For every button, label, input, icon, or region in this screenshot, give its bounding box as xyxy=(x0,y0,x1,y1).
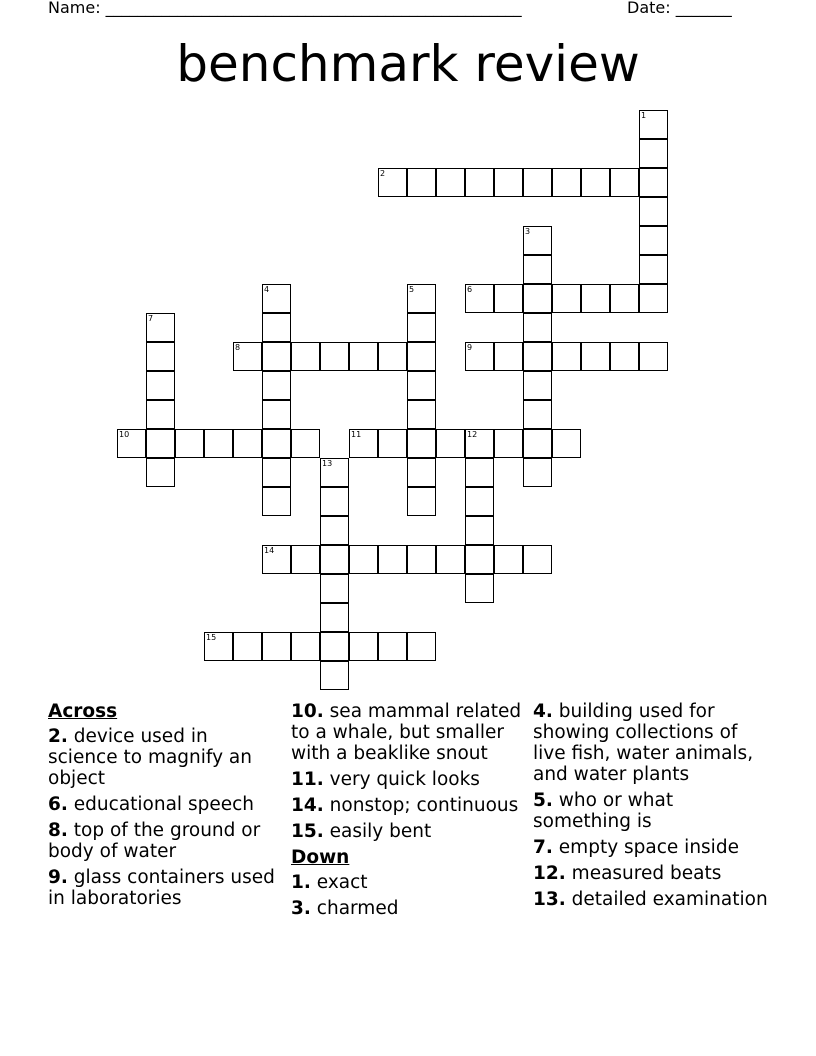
grid-cell[interactable] xyxy=(523,400,552,429)
grid-cell[interactable] xyxy=(465,168,494,197)
cell-number: 13 xyxy=(322,459,333,468)
grid-cell[interactable] xyxy=(349,342,378,371)
clue-down-13 xyxy=(533,889,773,910)
clue-number: 8. xyxy=(48,820,68,841)
grid-cell[interactable] xyxy=(320,458,349,487)
grid-cell[interactable] xyxy=(552,168,581,197)
grid-cell[interactable] xyxy=(407,371,436,400)
grid-cell[interactable] xyxy=(407,632,436,661)
grid-cell[interactable] xyxy=(146,371,175,400)
clue-text: who or what something is xyxy=(533,790,674,832)
clue-down-12 xyxy=(533,863,773,884)
clue-number: 15. xyxy=(291,821,324,842)
clue-text: sea mammal related to a whale, but smaller with a beaklike snout xyxy=(291,701,522,764)
cell-number: 1 xyxy=(641,111,647,120)
clue-number: 11. xyxy=(291,769,324,790)
clue-number: 2. xyxy=(48,726,68,747)
clue-number: 7. xyxy=(533,837,553,858)
grid-cell[interactable] xyxy=(407,342,436,371)
cell-number: 11 xyxy=(351,430,362,439)
grid-cell[interactable] xyxy=(523,458,552,487)
clue-number: 5. xyxy=(533,790,553,811)
grid-cell[interactable] xyxy=(175,429,204,458)
clue-number: 3. xyxy=(291,898,311,919)
clue-across-8 xyxy=(48,820,280,862)
grid-cell[interactable] xyxy=(407,429,436,458)
grid-cell[interactable] xyxy=(552,284,581,313)
clue-number: 6. xyxy=(48,794,68,815)
grid-cell[interactable] xyxy=(523,284,552,313)
grid-cell[interactable] xyxy=(581,342,610,371)
grid-cell[interactable] xyxy=(378,429,407,458)
grid-cell[interactable] xyxy=(494,342,523,371)
cell-number: 4 xyxy=(264,285,270,294)
grid-cell[interactable] xyxy=(494,284,523,313)
cell-number: 6 xyxy=(467,285,473,294)
grid-cell[interactable] xyxy=(639,197,668,226)
clue-text: charmed xyxy=(316,898,399,919)
grid-cell[interactable] xyxy=(494,429,523,458)
grid-cell[interactable] xyxy=(262,545,291,574)
grid-cell[interactable] xyxy=(639,168,668,197)
cell-number: 3 xyxy=(525,227,531,236)
clue-text: easily bent xyxy=(329,821,432,842)
grid-cell[interactable] xyxy=(146,342,175,371)
clue-across-6 xyxy=(48,794,280,815)
grid-cell[interactable] xyxy=(639,255,668,284)
grid-cell[interactable] xyxy=(639,226,668,255)
grid-cell[interactable] xyxy=(233,632,262,661)
grid-cell[interactable] xyxy=(494,168,523,197)
grid-cell[interactable] xyxy=(320,487,349,516)
cell-number: 14 xyxy=(264,546,275,555)
clue-text: detailed examination xyxy=(571,889,768,910)
grid-cell[interactable] xyxy=(320,632,349,661)
grid-cell[interactable] xyxy=(349,545,378,574)
grid-cell[interactable] xyxy=(320,545,349,574)
name-field-label[interactable]: Name: ____________________________________________________ xyxy=(48,0,522,17)
grid-cell[interactable] xyxy=(639,110,668,139)
grid-cell[interactable] xyxy=(117,429,146,458)
clue-text: building used for showing collections of live fish, water animals, and water plants xyxy=(533,701,754,785)
grid-cell[interactable] xyxy=(291,429,320,458)
clue-across-14 xyxy=(291,795,523,816)
clue-text: empty space inside xyxy=(558,837,739,858)
grid-cell[interactable] xyxy=(407,545,436,574)
grid-cell[interactable] xyxy=(320,603,349,632)
grid-cell[interactable] xyxy=(610,284,639,313)
grid-cell[interactable] xyxy=(262,342,291,371)
grid-cell[interactable] xyxy=(262,458,291,487)
clue-text: top of the ground or body of water xyxy=(48,820,261,862)
grid-cell[interactable] xyxy=(581,284,610,313)
grid-cell[interactable] xyxy=(610,168,639,197)
grid-cell[interactable] xyxy=(262,313,291,342)
clue-down-4 xyxy=(533,701,773,785)
grid-cell[interactable] xyxy=(523,545,552,574)
grid-cell[interactable] xyxy=(204,632,233,661)
grid-cell[interactable] xyxy=(436,168,465,197)
clues-column-1 xyxy=(48,701,280,914)
grid-cell[interactable] xyxy=(262,400,291,429)
clue-number: 1. xyxy=(291,872,311,893)
grid-cell[interactable] xyxy=(465,429,494,458)
grid-cell[interactable] xyxy=(523,255,552,284)
grid-cell[interactable] xyxy=(378,342,407,371)
clue-across-15 xyxy=(291,821,523,842)
clue-across-10 xyxy=(291,701,523,764)
clue-across-11 xyxy=(291,769,523,790)
grid-cell[interactable] xyxy=(552,429,581,458)
grid-cell[interactable] xyxy=(523,371,552,400)
grid-cell[interactable] xyxy=(581,168,610,197)
grid-cell[interactable] xyxy=(465,487,494,516)
grid-cell[interactable] xyxy=(262,429,291,458)
grid-cell[interactable] xyxy=(523,342,552,371)
grid-cell[interactable] xyxy=(291,545,320,574)
clue-text: educational speech xyxy=(73,794,254,815)
grid-cell[interactable] xyxy=(233,342,262,371)
grid-cell[interactable] xyxy=(465,284,494,313)
clue-number: 12. xyxy=(533,863,566,884)
clues-column-3 xyxy=(533,701,773,915)
grid-cell[interactable] xyxy=(552,342,581,371)
across-heading: Across xyxy=(48,701,118,722)
clue-down-7 xyxy=(533,837,773,858)
grid-cell[interactable] xyxy=(407,458,436,487)
grid-cell[interactable] xyxy=(262,632,291,661)
clues-column-2 xyxy=(291,701,523,924)
clue-across-9 xyxy=(48,867,280,909)
cell-number: 12 xyxy=(467,430,478,439)
grid-cell[interactable] xyxy=(233,429,262,458)
grid-cell[interactable] xyxy=(639,342,668,371)
clue-down-1 xyxy=(291,872,523,893)
cell-number: 10 xyxy=(119,430,130,439)
clue-number: 14. xyxy=(291,795,324,816)
page-title: benchmark review xyxy=(176,35,640,93)
grid-cell[interactable] xyxy=(407,284,436,313)
grid-cell[interactable] xyxy=(407,400,436,429)
grid-cell[interactable] xyxy=(436,429,465,458)
grid-cell[interactable] xyxy=(349,429,378,458)
grid-cell[interactable] xyxy=(465,458,494,487)
grid-cell[interactable] xyxy=(262,371,291,400)
grid-cell[interactable] xyxy=(465,574,494,603)
grid-cell[interactable] xyxy=(320,516,349,545)
grid-cell[interactable] xyxy=(378,168,407,197)
clue-text: very quick looks xyxy=(329,769,480,790)
grid-cell[interactable] xyxy=(407,313,436,342)
grid-cell[interactable] xyxy=(291,632,320,661)
grid-cell[interactable] xyxy=(610,342,639,371)
clue-number: 10. xyxy=(291,701,324,722)
grid-cell[interactable] xyxy=(291,342,320,371)
grid-cell[interactable] xyxy=(639,139,668,168)
grid-cell[interactable] xyxy=(465,342,494,371)
grid-cell[interactable] xyxy=(407,168,436,197)
clue-number: 4. xyxy=(533,701,553,722)
cell-number: 2 xyxy=(380,169,386,178)
clue-number: 9. xyxy=(48,867,68,888)
down-heading: Down xyxy=(291,847,350,868)
clue-down-5 xyxy=(533,790,773,832)
clue-text: glass containers used in laboratories xyxy=(48,867,275,909)
grid-cell[interactable] xyxy=(262,284,291,313)
clue-down-3 xyxy=(291,898,523,919)
clue-text: exact xyxy=(316,872,368,893)
grid-cell[interactable] xyxy=(146,400,175,429)
cell-number: 8 xyxy=(235,343,241,352)
grid-cell[interactable] xyxy=(639,284,668,313)
grid-cell[interactable] xyxy=(465,516,494,545)
grid-cell[interactable] xyxy=(378,632,407,661)
grid-cell[interactable] xyxy=(320,342,349,371)
grid-cell[interactable] xyxy=(320,574,349,603)
grid-cell[interactable] xyxy=(494,545,523,574)
clue-text: measured beats xyxy=(571,863,722,884)
grid-cell[interactable] xyxy=(523,429,552,458)
grid-cell[interactable] xyxy=(523,168,552,197)
grid-cell[interactable] xyxy=(407,487,436,516)
clue-number: 13. xyxy=(533,889,566,910)
grid-cell[interactable] xyxy=(204,429,233,458)
grid-cell[interactable] xyxy=(378,545,407,574)
grid-cell[interactable] xyxy=(523,313,552,342)
grid-cell[interactable] xyxy=(465,545,494,574)
grid-cell[interactable] xyxy=(349,632,378,661)
grid-cell[interactable] xyxy=(523,226,552,255)
cell-number: 5 xyxy=(409,285,415,294)
grid-cell[interactable] xyxy=(436,545,465,574)
cell-number: 7 xyxy=(148,314,154,323)
grid-cell[interactable] xyxy=(146,429,175,458)
clue-text: device used in science to magnify an object xyxy=(48,726,252,789)
cell-number: 9 xyxy=(467,343,473,352)
grid-cell[interactable] xyxy=(146,313,175,342)
grid-cell[interactable] xyxy=(320,661,349,690)
cell-number: 15 xyxy=(206,633,217,642)
grid-cell[interactable] xyxy=(146,458,175,487)
clue-text: nonstop; continuous xyxy=(329,795,519,816)
date-field-label[interactable]: Date: _______ xyxy=(627,0,732,17)
grid-cell[interactable] xyxy=(262,487,291,516)
clue-across-2 xyxy=(48,726,280,789)
